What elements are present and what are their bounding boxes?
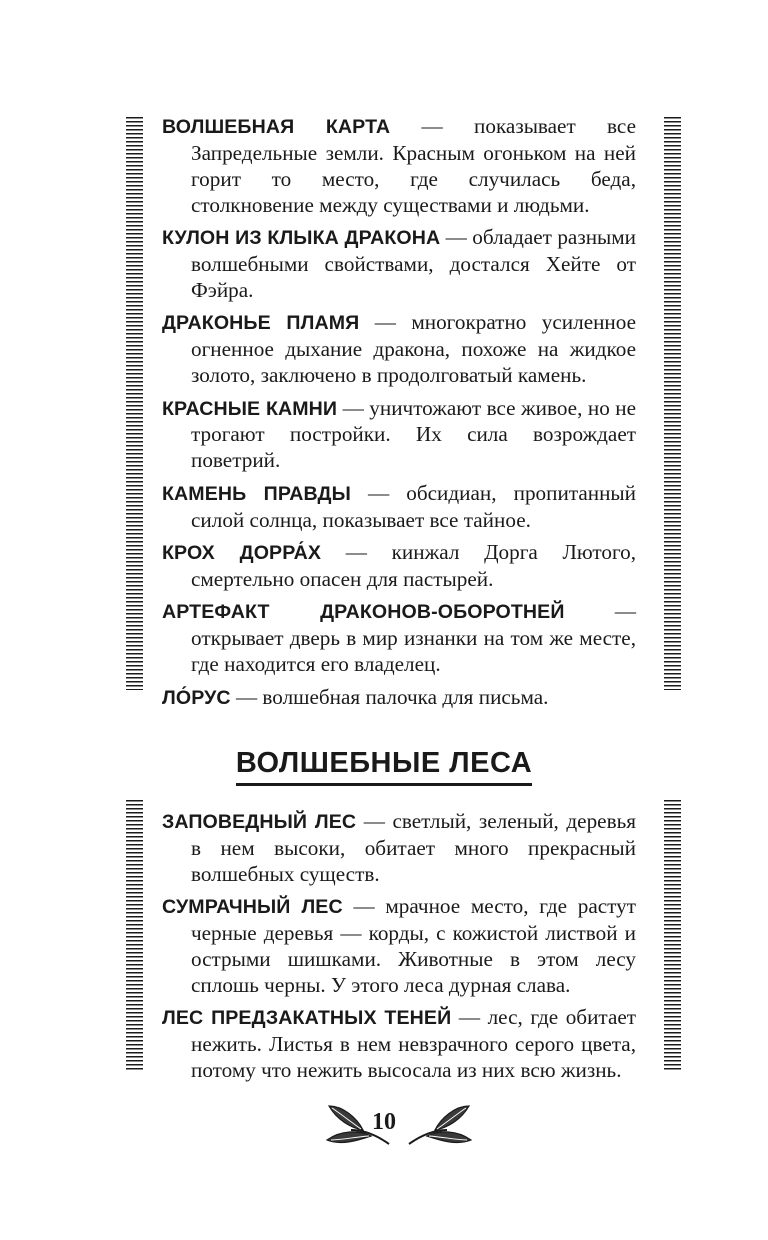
entry-definition: уничтожают все живое, но не трогают постройки. Их сила возрождает поветрий. [191,395,637,473]
page-number: 10 [372,1109,396,1135]
section-title-text: ВОЛШЕБНЫЕ ЛЕСА [236,745,532,786]
entry-dash: — [421,114,443,138]
glossary-entry [162,481,636,534]
entry-definition: обсидиан, пропитанный силой солнца, показывает все тайное. [191,480,637,532]
page-number-wrap [0,1108,768,1136]
entry-term: СУМРАЧНЫЙ ЛЕС [162,896,343,919]
entry-term: КРОХ ДОРРА́Х [162,542,322,565]
glossary-entry [162,599,636,678]
left-decorative-bar [126,117,143,690]
glossary-entry [162,310,636,389]
entry-dash: — [367,480,390,505]
entry-term: ЛЕС ПРЕДЗАКАТНЫХ ТЕНЕЙ [162,1007,452,1030]
left-decorative-bar [126,800,143,1070]
entry-term: ДРАКОНЬЕ ПЛАМЯ [162,312,360,335]
entry-term: ВОЛШЕБНАЯ КАРТА [162,116,391,138]
leaf-sprig-icon [405,1100,475,1148]
entry-definition: обладает разными волшебными свойствами, достался Хейте от Фэйра. [191,225,637,302]
entry-term: КУЛОН ИЗ КЛЫКА ДРАКОНА [162,227,441,250]
entry-definition: волшебная палочка для письма. [262,684,549,709]
entry-definition: лес, где обитает нежить. Листья в нем невзрачного серого цвета, потому что нежить высосала из них всю жизнь. [191,1005,637,1083]
entry-definition: кинжал Дорга Лютого, смертельно опасен для пастырей. [191,540,637,591]
entry-dash: — [614,599,636,624]
entry-definition: показывает все Запредельные земли. Красным огоньком на ней горит то место, где случилась беда, столкновение между существами и людьми. [191,114,636,217]
glossary-entry [162,1005,636,1084]
entry-dash: — [363,809,385,833]
glossary-entry [162,540,636,593]
glossary-entry [162,685,636,712]
entry-dash: — [458,1005,481,1030]
entry-term: КРАСНЫЕ КАМНИ [162,397,338,420]
entry-dash: — [235,684,258,709]
glossary-entry [162,894,636,999]
entry-definition: открывает дверь в мир изнанки на том же месте, где находится его владелец. [191,626,636,677]
entry-dash: — [445,225,467,250]
entry-term: ЛО́РУС [162,686,231,709]
right-decorative-bar [664,800,681,1070]
entry-dash: — [353,894,375,919]
glossary-entry [162,396,636,475]
entry-definition: многократно усиленное огненное дыхание дракона, похоже на жидкое золото, заключено в продолговатый камень. [191,310,637,388]
entry-dash: — [342,395,364,420]
glossary-artifacts [162,114,636,718]
entry-term: КАМЕНЬ ПРАВДЫ [162,482,351,505]
glossary-entry [162,114,636,219]
entry-dash: — [345,540,367,565]
right-decorative-bar [664,117,681,690]
entry-term: ЗАПОВЕДНЫЙ ЛЕС [162,811,357,833]
entry-dash: — [374,310,396,335]
glossary-forests [162,809,636,1091]
section-title [0,745,768,786]
entry-definition: мрачное место, где растут черные деревья — корды, с кожистой листвой и острыми шишками. Животные в этом лесу сплошь черны. У этого леса дурная слава. [191,894,636,997]
glossary-entry [162,225,636,304]
entry-definition: светлый, зеленый, деревья в нем высоки, обитает много прекрасный волшебных существ. [191,809,636,886]
entry-term: АРТЕФАКТ ДРАКОНОВ-ОБОРОТНЕЙ [162,601,565,624]
glossary-entry [162,809,636,888]
